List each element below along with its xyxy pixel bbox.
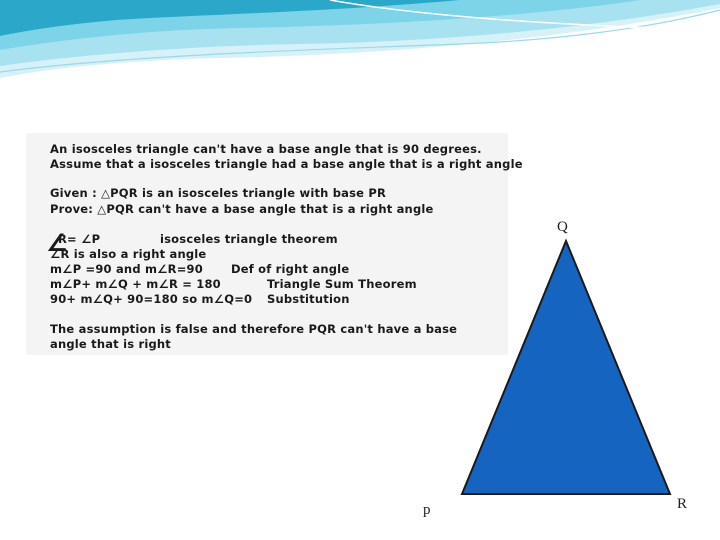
step-3-reason: Def of right angle [231, 262, 350, 276]
step-4-statement: m∠P+ m∠Q + m∠R = 180 [50, 277, 221, 291]
step-3-statement: m∠P =90 and m∠R=90 [50, 262, 203, 276]
step-5-reason: Substitution [267, 292, 350, 306]
conclusion-line-1: The assumption is false and therefore PQR can't have a base [50, 322, 458, 336]
given-line: Given : △PQR is an isosceles triangle with base PR [50, 186, 387, 200]
triangle-pqr-shape [462, 241, 670, 494]
vertex-label-r: R [677, 496, 688, 512]
step-2-statement: ∠R is also a right angle [50, 247, 207, 261]
statement-line-2: Assume that a isosceles triangle had a base angle that is a right angle [50, 157, 523, 171]
conclusion-line-2: angle that is right [50, 337, 171, 351]
vertex-label-p: p [423, 502, 431, 518]
step-4-reason: Triangle Sum Theorem [267, 277, 417, 291]
angle-symbol-marker: ∠ [46, 229, 68, 257]
step-1-statement: R= ∠P [58, 232, 101, 246]
vertex-label-q: Q [557, 219, 568, 235]
step-1-reason: isosceles triangle theorem [160, 232, 338, 246]
prove-line: Prove: △PQR can't have a base angle that is a right angle [50, 202, 434, 216]
statement-line-1: An isosceles triangle can't have a base angle that is 90 degrees. [50, 142, 482, 156]
step-5-statement: 90+ m∠Q+ 90=180 so m∠Q=0 [50, 292, 253, 306]
